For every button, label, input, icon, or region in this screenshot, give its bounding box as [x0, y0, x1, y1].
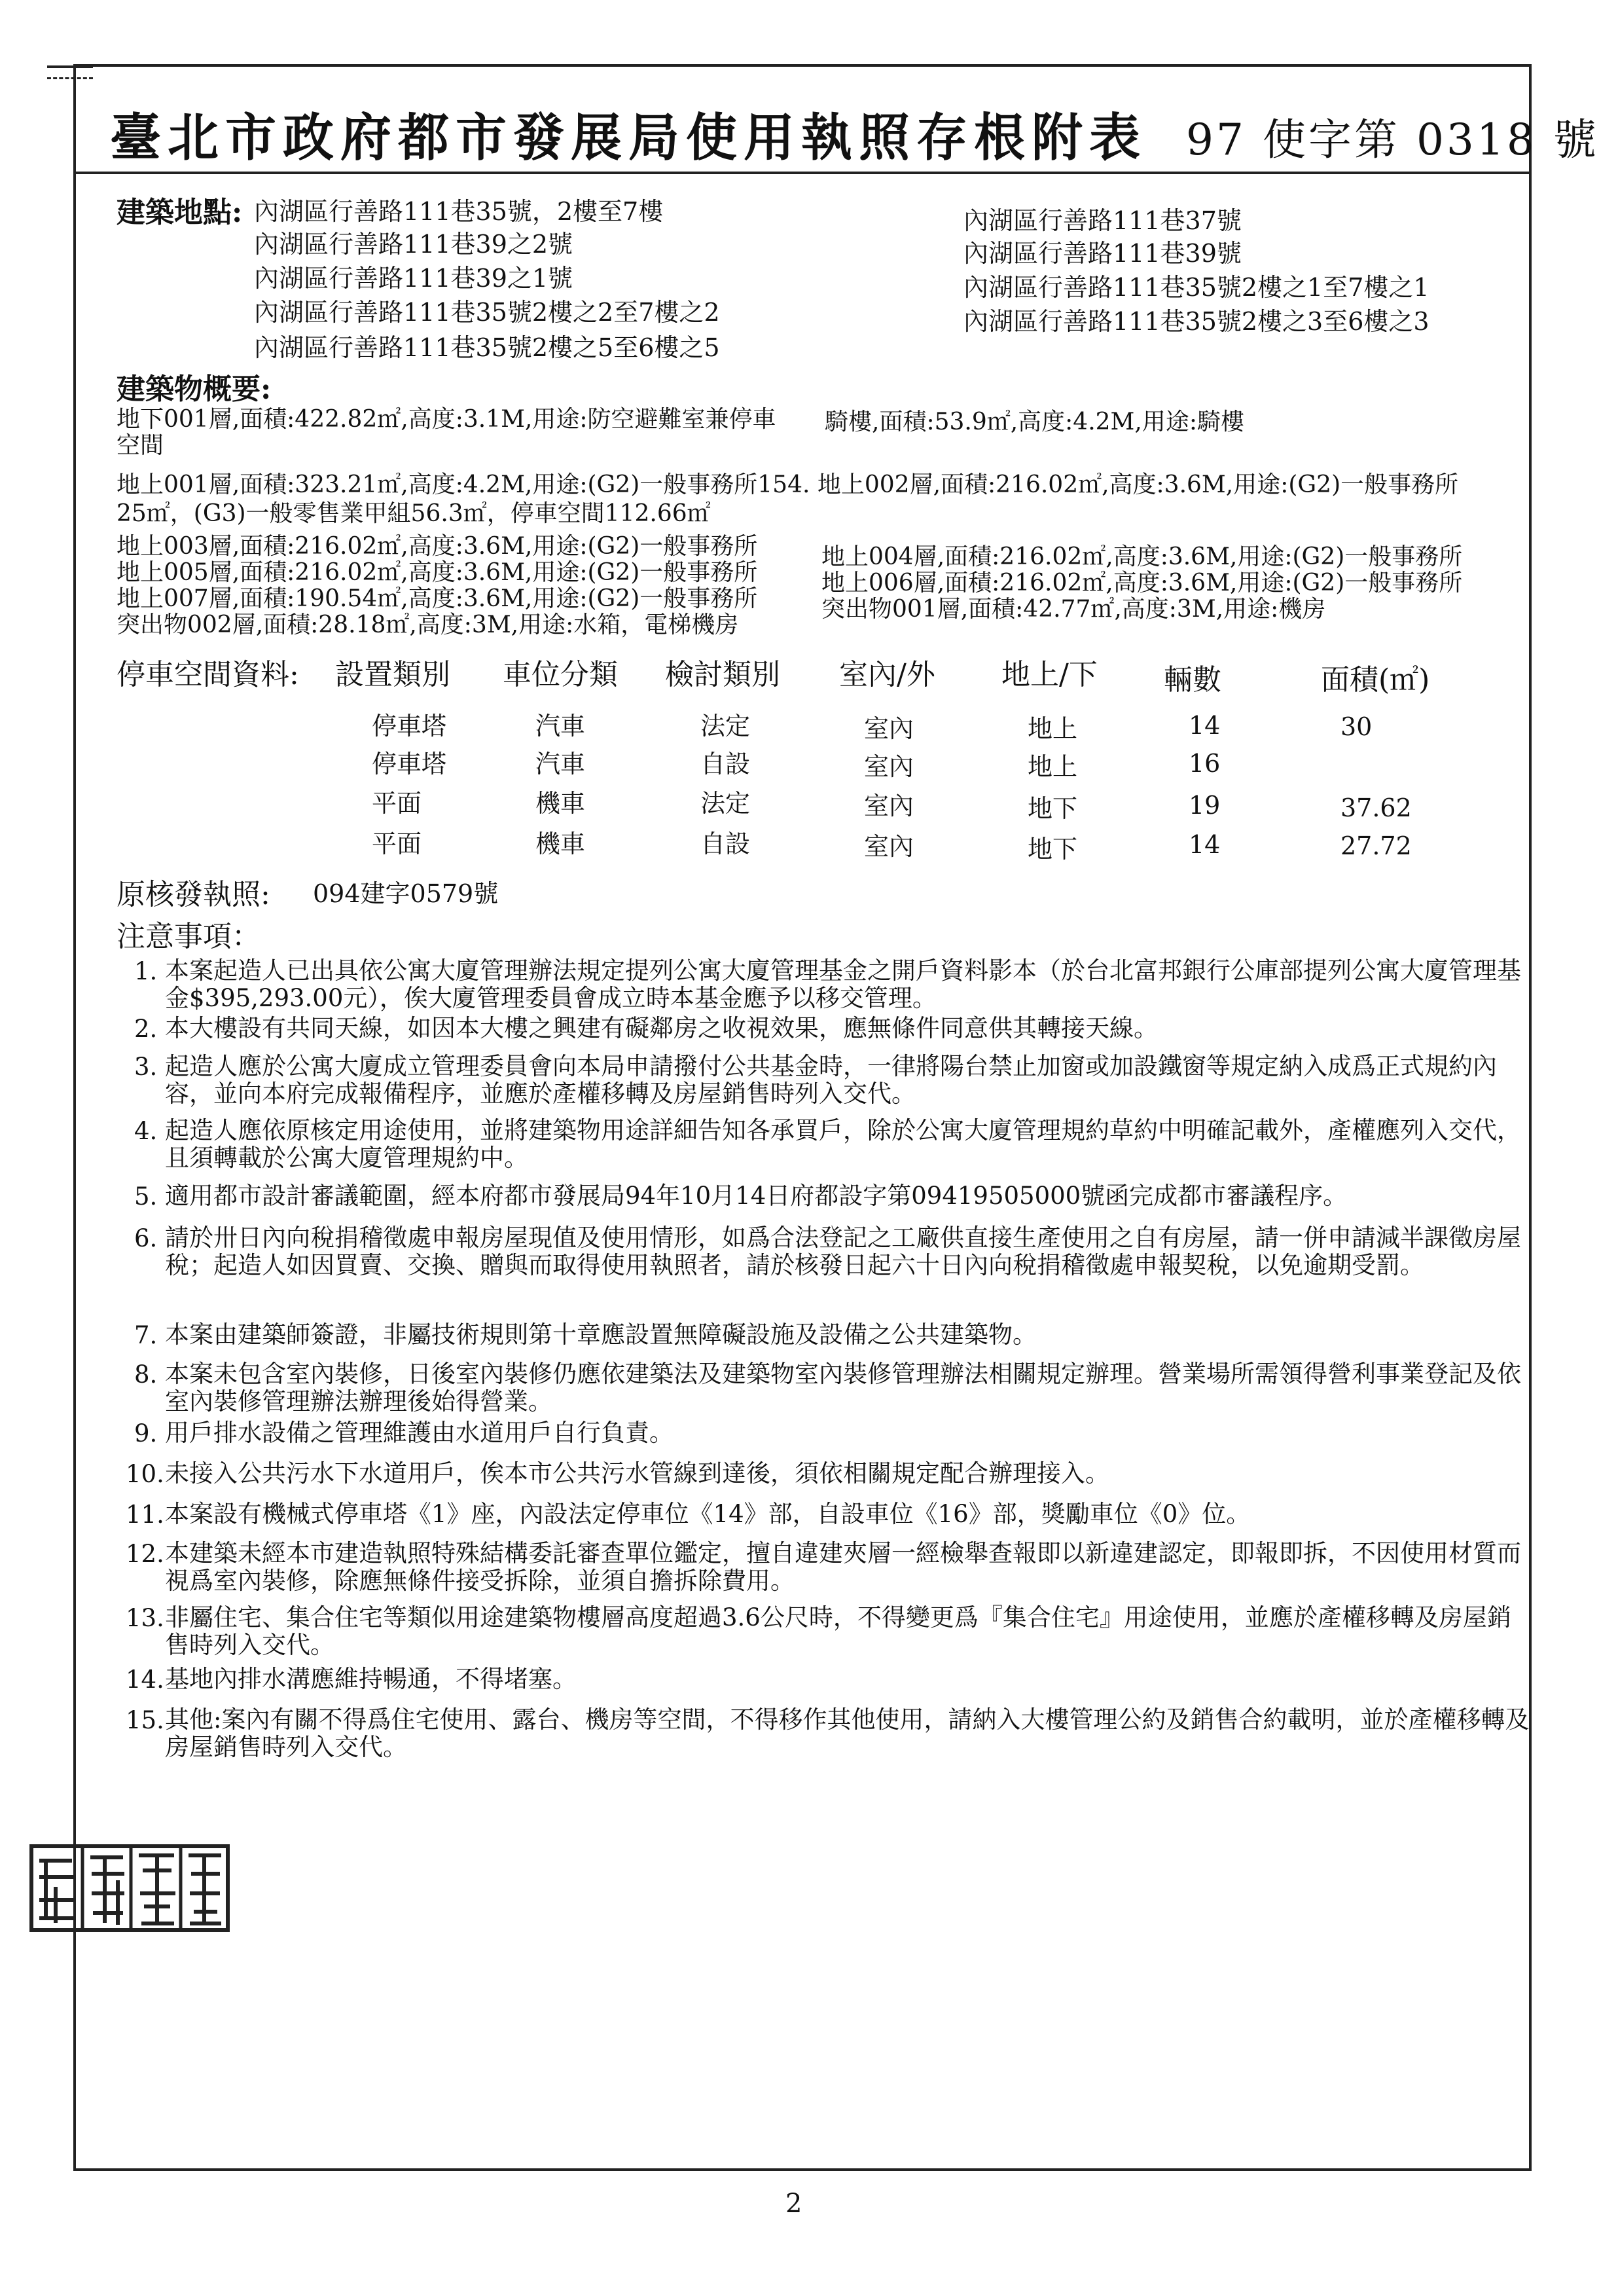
- note-text: 其他:案內有關不得爲住宅使用、露台、機房等空間，不得移作其他使用，請納入大樓管理公約及銷售合約載明，並於產權移轉及房屋銷售時列入交代。: [165, 1705, 1530, 1761]
- note-text: 請於卅日內向稅捐稽徵處申報房屋現值及使用情形，如爲合法登記之工廠供直接生產使用之自有房屋，請一併申請減半課徵房屋稅；起造人如因買賣、交換、贈與而取得使用執照者，請於核發日起六十日內向稅捐稽徵處申報契稅，以免逾期受罰。: [165, 1224, 1521, 1279]
- overview-b1: 地下001層,面積:422.82㎡,高度:3.1M,用途:防空避難室兼停車: [117, 406, 776, 433]
- overview-f3: 地上003層,面積:216.02㎡,高度:3.6M,用途:(G2)一般事務所: [117, 533, 758, 560]
- overview-f4: 地上004層,面積:216.02㎡,高度:3.6M,用途:(G2)一般事務所: [821, 543, 1463, 570]
- note-number: 14.: [126, 1666, 164, 1694]
- original-permit-value: 094建字0579號: [313, 879, 499, 908]
- note-text: 用戶排水設備之管理維護由水道用戶自行負責。: [165, 1419, 674, 1447]
- location-left-4: 內湖區行善路111巷35號2樓之2至7樓之2: [254, 298, 720, 327]
- note-number: 1.: [134, 957, 158, 985]
- overview-arcade: 騎樓,面積:53.9㎡,高度:4.2M,用途:騎樓: [825, 409, 1244, 435]
- parking-cell: 法定: [700, 789, 751, 818]
- parking-cell: 地上: [1028, 752, 1078, 781]
- note-number: 12.: [126, 1540, 164, 1568]
- parking-cell: 機車: [535, 829, 586, 858]
- overview-f1-line2: 25㎡，(G3)一般零售業甲組56.3㎡，停車空間112.66㎡: [117, 500, 711, 527]
- parking-cell: 30: [1340, 712, 1373, 741]
- location-left-1: 內湖區行善路111巷35號，2樓至7樓: [254, 197, 664, 226]
- parking-cell: 停車塔: [372, 750, 447, 778]
- overview-f1-line1: 地上001層,面積:323.21㎡,高度:4.2M,用途:(G2)一般事務所154. 地上002層,面積:216.02㎡,高度:3.6M,用途:(G2)一般事務所: [117, 471, 1459, 498]
- overview-b1-cont: 空間: [117, 432, 164, 459]
- note-number: 10.: [126, 1460, 164, 1488]
- note-text: 起造人應於公寓大廈成立管理委員會向本局申請撥付公共基金時，一律將陽台禁止加窗或加設鐵窗等規定納入成爲正式規約內容，並向本府完成報備程序，並應於產權移轉及房屋銷售時列入交代。: [165, 1052, 1497, 1108]
- parking-cell: 19: [1189, 791, 1221, 820]
- document-title: 臺北市政府都市發展局使用執照存根附表: [110, 108, 1147, 168]
- parking-cell: 37.62: [1340, 793, 1412, 822]
- parking-col-review: 檢討類別: [665, 658, 780, 691]
- location-label: 建築地點:: [117, 196, 243, 229]
- parking-col-type: 設置類別: [335, 658, 450, 691]
- overview-f6: 地上006層,面積:216.02㎡,高度:3.6M,用途:(G2)一般事務所: [821, 570, 1463, 596]
- parking-col-vehicle: 車位分類: [503, 658, 618, 691]
- parking-cell: 自設: [700, 829, 751, 858]
- parking-cell: 平面: [372, 829, 422, 858]
- parking-cell: 停車塔: [372, 712, 447, 740]
- note-number: 5.: [134, 1182, 158, 1211]
- parking-cell: 地下: [1028, 794, 1078, 823]
- location-right-3: 內湖區行善路111巷35號2樓之1至7樓之1: [963, 273, 1429, 302]
- location-right-2: 內湖區行善路111巷39號: [963, 239, 1242, 268]
- location-right-4: 內湖區行善路111巷35號2樓之3至6樓之3: [963, 307, 1429, 336]
- note-number: 3.: [134, 1053, 158, 1081]
- notes-label: 注意事項：: [117, 920, 261, 953]
- note-number: 2.: [134, 1015, 158, 1043]
- parking-cell: 地上: [1028, 714, 1078, 743]
- note-text: 本案由建築師簽證，非屬技術規則第十章應設置無障礙設施及設備之公共建築物。: [165, 1321, 1037, 1349]
- note-text: 未接入公共污水下水道用戶，俟本市公共污水管線到達後，須依相關規定配合辦理接入。: [165, 1459, 1109, 1487]
- note-text: 基地內排水溝應維持暢通，不得堵塞。: [165, 1665, 577, 1693]
- parking-cell: 法定: [700, 712, 751, 740]
- note-number: 6.: [134, 1224, 158, 1252]
- overview-f5: 地上005層,面積:216.02㎡,高度:3.6M,用途:(G2)一般事務所: [117, 559, 758, 586]
- note-text: 本案未包含室內裝修，日後室內裝修仍應依建築法及建築物室內裝修管理辦法相關規定辦理。營業場所需領得營利事業登記及依室內裝修管理辦法辦理後始得營業。: [165, 1360, 1521, 1415]
- note-text: 本建築未經本市建造執照特殊結構委託審查單位鑑定，擅自違建夾層一經檢舉查報即以新違建認定，即報即拆，不因使用材質而視爲室內裝修，除應無條件接受拆除，並須自擔拆除費用。: [165, 1539, 1521, 1595]
- note-text: 非屬住宅、集合住宅等類似用途建築物樓層高度超過3.6公尺時，不得變更爲『集合住宅』用途使用，並應於產權移轉及房屋銷售時列入交代。: [165, 1603, 1511, 1659]
- note-text: 適用都市設計審議範圍，經本府都市發展局94年10月14日府都設字第09419505000號函完成都市審議程序。: [165, 1182, 1348, 1210]
- overview-f7: 地上007層,面積:190.54㎡,高度:3.6M,用途:(G2)一般事務所: [117, 585, 758, 612]
- title-rule: [73, 172, 1532, 174]
- note-number: 4.: [134, 1117, 158, 1145]
- parking-cell: 室內: [864, 792, 914, 820]
- note-text: 本案起造人已出具依公寓大廈管理辦法規定提列公寓大廈管理基金之開戶資料影本（於台北富邦銀行公庫部提列公寓大廈管理基金$395,293.00元），俟大廈管理委員會成立時本基金應予以移交管理。: [165, 957, 1521, 1012]
- official-seal-stamp: [26, 1841, 236, 1936]
- parking-col-indoor: 室內/外: [839, 658, 935, 691]
- parking-col-area: 面積(㎡): [1321, 663, 1430, 697]
- location-left-5: 內湖區行善路111巷35號2樓之5至6樓之5: [254, 333, 720, 362]
- note-number: 11.: [126, 1501, 164, 1529]
- original-permit-label: 原核發執照:: [117, 878, 270, 911]
- parking-cell: 16: [1189, 749, 1221, 778]
- parking-col-level: 地上/下: [1001, 658, 1098, 691]
- location-right-1: 內湖區行善路111巷37號: [963, 206, 1242, 235]
- parking-label: 停車空間資料:: [117, 658, 299, 691]
- overview-p2: 突出物002層,面積:28.18㎡,高度:3M,用途:水箱，電梯機房: [117, 611, 739, 638]
- overview-label: 建築物概要:: [117, 373, 272, 406]
- parking-cell: 室內: [864, 714, 914, 743]
- location-left-2: 內湖區行善路111巷39之2號: [254, 230, 573, 259]
- note-number: 13.: [126, 1604, 164, 1632]
- parking-cell: 地下: [1028, 835, 1078, 864]
- page-number: 2: [785, 2189, 802, 2219]
- parking-cell: 14: [1189, 711, 1221, 740]
- location-left-3: 內湖區行善路111巷39之1號: [254, 264, 573, 293]
- note-text: 本案設有機械式停車塔《1》座，內設法定停車位《14》部，自設車位《16》部，獎勵車位《0》位。: [165, 1500, 1251, 1528]
- parking-cell: 機車: [535, 789, 586, 818]
- overview-p1: 突出物001層,面積:42.77㎡,高度:3M,用途:機房: [821, 596, 1326, 623]
- parking-cell: 自設: [700, 750, 751, 778]
- parking-cell: 室內: [864, 832, 914, 861]
- parking-col-count: 輛數: [1164, 663, 1221, 697]
- parking-cell: 汽車: [535, 712, 586, 740]
- note-text: 起造人應依原核定用途使用，並將建築物用途詳細告知各承買戶，除於公寓大廈管理規約草約中明確記載外，產權應列入交代，且須轉載於公寓大廈管理規約中。: [165, 1116, 1521, 1172]
- parking-cell: 汽車: [535, 750, 586, 778]
- scan-mark: [47, 65, 93, 79]
- note-number: 15.: [126, 1706, 164, 1734]
- note-text: 本大樓設有共同天線，如因本大樓之興建有礙鄰房之收視效果，應無條件同意供其轉接天線。: [165, 1014, 1158, 1042]
- note-number: 9.: [134, 1419, 158, 1448]
- note-number: 8.: [134, 1360, 158, 1389]
- parking-cell: 27.72: [1340, 831, 1412, 860]
- parking-cell: 平面: [372, 789, 422, 818]
- parking-cell: 室內: [864, 752, 914, 781]
- permit-number: 97 使字第 0318 號: [1186, 115, 1599, 165]
- parking-cell: 14: [1189, 830, 1221, 859]
- note-number: 7.: [134, 1321, 158, 1349]
